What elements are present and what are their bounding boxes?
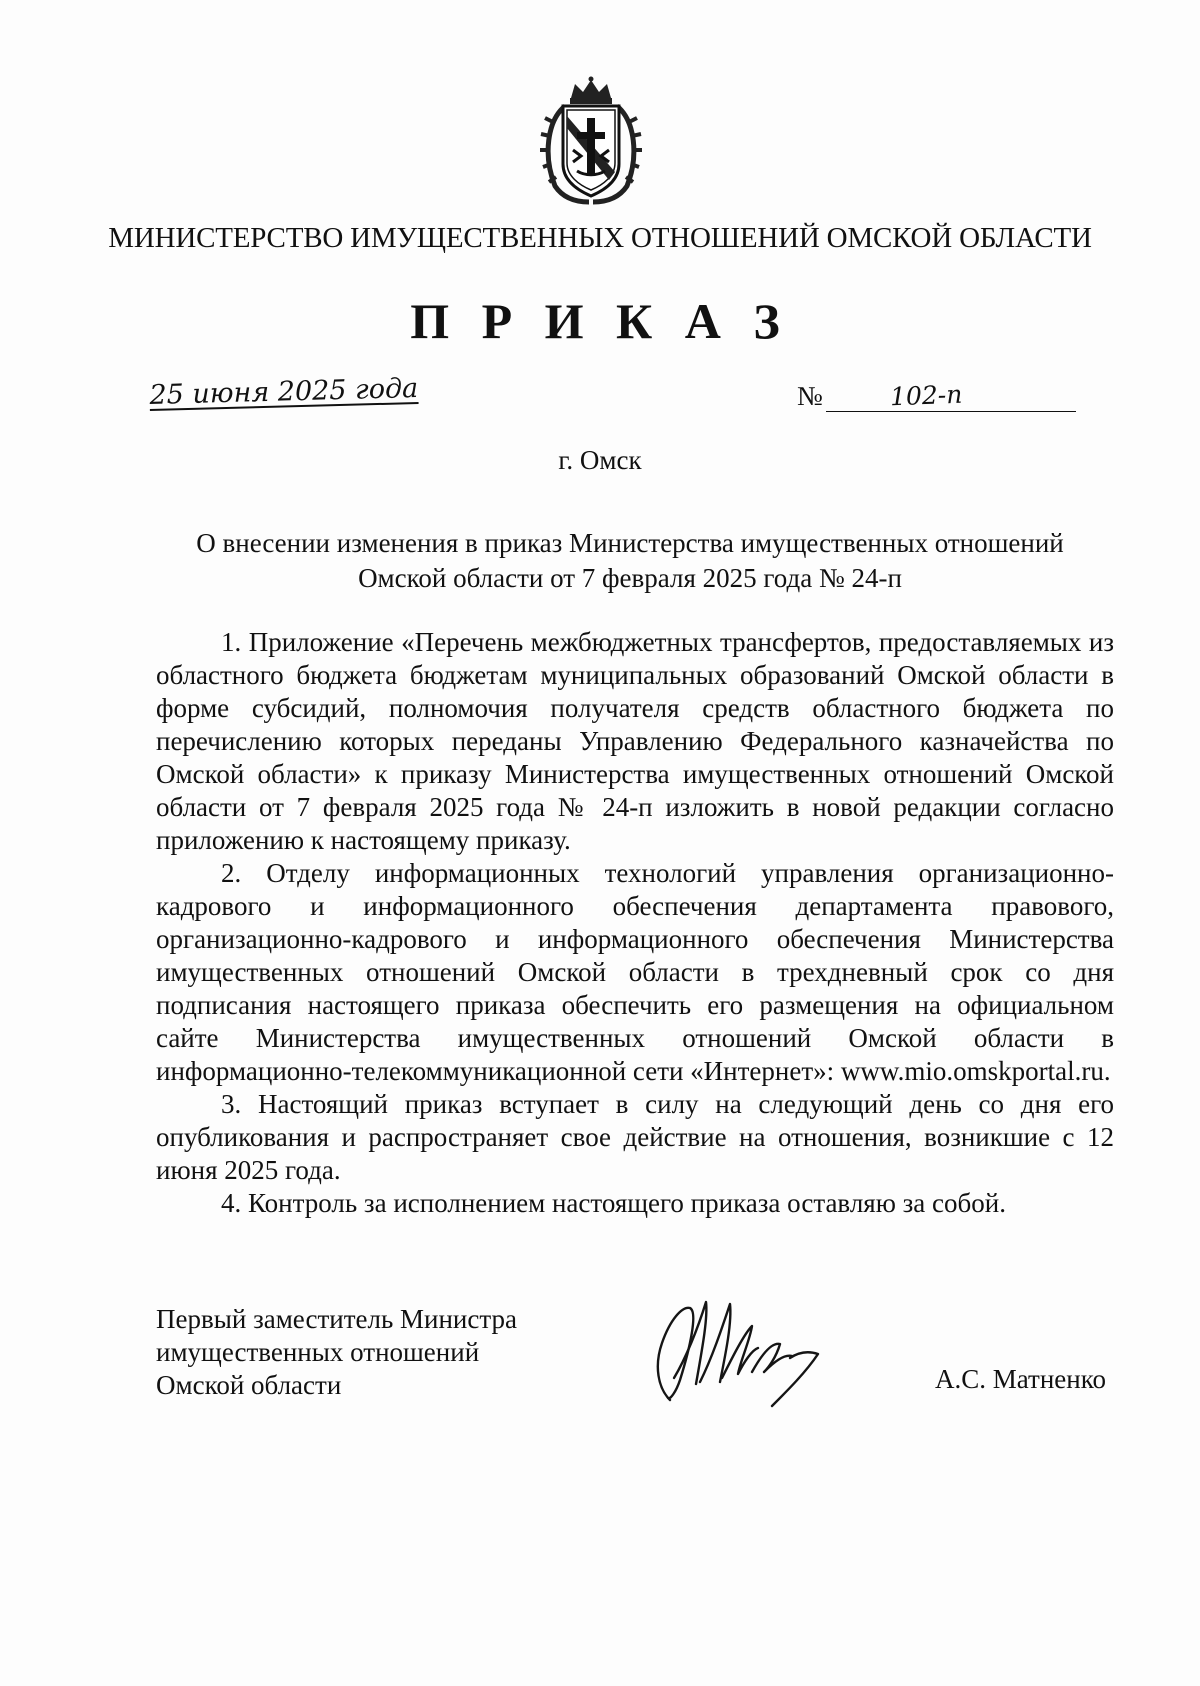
signatory-title-line: Первый заместитель Министра <box>156 1304 517 1334</box>
order-date: 25 июня 2025 года <box>149 372 419 412</box>
paragraph-3: 3. Настоящий приказ вступает в силу на следующий день со дня его опубликования и распространяет свое действие на отношения, возникшие с 12 июня 2025 года. <box>156 1089 1114 1185</box>
signature-icon <box>640 1288 835 1413</box>
signatory-title <box>156 1303 517 1402</box>
coat-of-arms-icon <box>537 76 645 206</box>
paragraph-2: 2. Отделу информационных технологий управления организационно-кадрового и информационного обеспечения департамента правового, организационно-кадрового и информационного обеспечения Министерства имущественных отношений Омской области в трехдневный срок со дня подписания настоящего приказа обеспечить его размещения на официальном сайте Министерства имущественных отношений Омской области в информационно-телекоммуникационной сети «Интернет»: www.mio.omskportal.ru. <box>156 858 1114 1086</box>
paragraph-1: 1. Приложение «Перечень межбюджетных трансфертов, предоставляемых из областного бюджета бюджетам муниципальных образований Омской области в форме субсидий, полномочия получателя средств областного бюджета по перечислению которых переданы Управлению Федерального казначейства по Омской области» к приказу Министерства имущественных отношений Омской области от 7 февраля 2025 года № 24-п изложить в новой редакции согласно приложению к настоящему приказу. <box>156 627 1114 855</box>
ministry-name: МИНИСТЕРСТВО ИМУЩЕСТВЕННЫХ ОТНОШЕНИЙ ОМСКОЙ ОБЛАСТИ <box>108 222 1092 254</box>
order-subject <box>150 526 1110 596</box>
order-number-underline <box>826 411 1076 412</box>
subject-line: О внесении изменения в приказ Министерства имущественных отношений <box>196 528 1064 558</box>
order-number-label: № <box>797 381 823 411</box>
order-number: 102-п <box>889 379 963 412</box>
subject-line: Омской области от 7 февраля 2025 года № 24-п <box>358 563 902 593</box>
document-title: П Р И К А З <box>410 293 790 349</box>
signatory-name: А.С. Матненко <box>935 1364 1106 1394</box>
signatory-title-line: имущественных отношений <box>156 1337 480 1367</box>
signatory-title-line: Омской области <box>156 1370 342 1400</box>
city-name: г. Омск <box>558 445 642 475</box>
paragraph-4: 4. Контроль за исполнением настоящего приказа оставляю за собой. <box>221 1188 1006 1218</box>
order-body <box>156 626 1114 1220</box>
